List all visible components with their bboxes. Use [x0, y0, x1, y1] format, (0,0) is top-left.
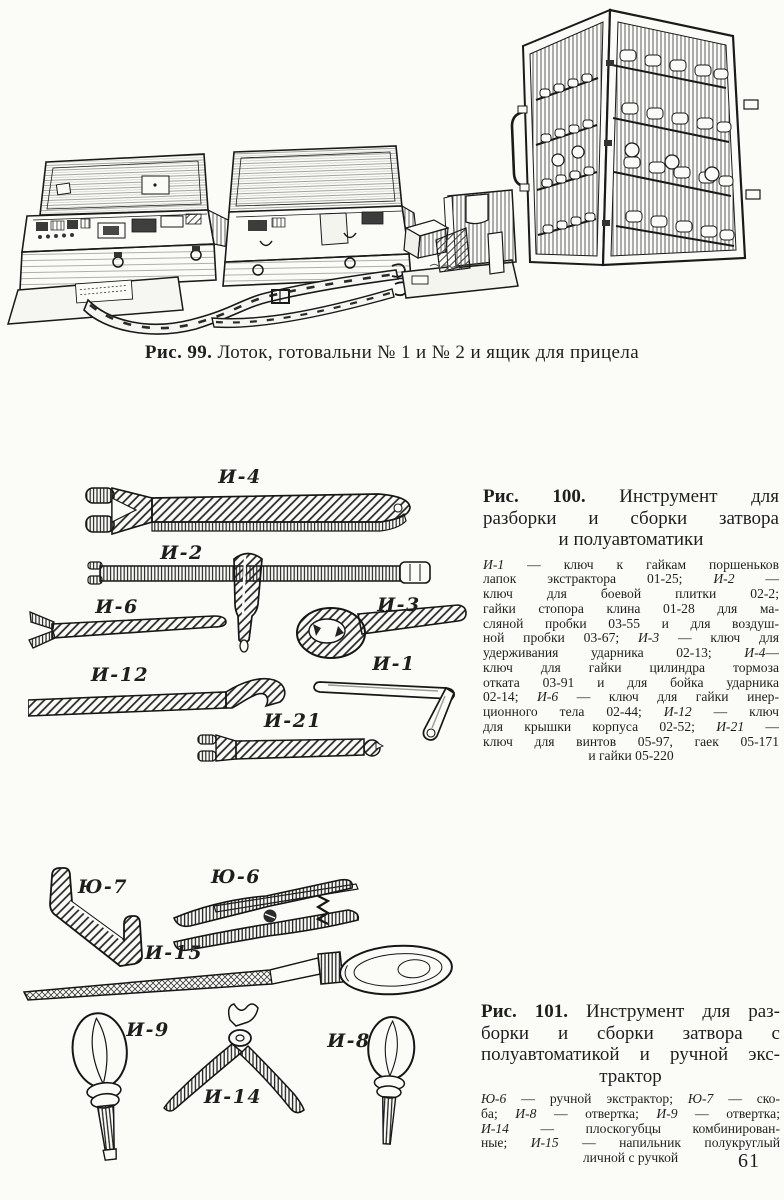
text-line: личной с ручкой: [582, 1150, 679, 1165]
label-i1: И-1: [372, 653, 416, 675]
text-line: удерживания ударника 02-13; И-4—: [483, 645, 779, 660]
label-i9: И-9: [126, 1019, 170, 1041]
figure101-illustration: [18, 842, 468, 1164]
figure100-illustration: [28, 452, 473, 774]
toolbox-case: [223, 146, 418, 286]
label-yu6: Ю-6: [210, 866, 262, 888]
text-line: и гайки 05-220: [588, 748, 674, 764]
text-line: Рис. 101. Инструмент для раз-: [481, 1001, 780, 1022]
tool-i15-drawing: [24, 942, 454, 1000]
label-i12: И-12: [90, 664, 150, 686]
figure99-caption-number: Рис. 99.: [144, 342, 213, 363]
figure101-caption: [481, 1001, 780, 1166]
figure99-engraving: [0, 0, 784, 336]
tool-i4-drawing: [86, 488, 410, 534]
tool-i21-drawing: [198, 735, 383, 761]
text-line: Рис. 100. Инструмент для: [483, 486, 779, 507]
label-i6: И-6: [95, 596, 139, 618]
figure99-caption: [0, 342, 784, 364]
text-line: 02-14; И-6 — ключ для гайки инер-: [483, 689, 780, 705]
label-i14: И-14: [203, 1086, 263, 1108]
text-line: отката 03-91 и для бойка ударника: [483, 674, 779, 690]
sight-case: [512, 10, 760, 265]
text-line: И-1 — ключ к гайкам поршеньков: [483, 556, 779, 572]
label-i15: И-15: [144, 942, 204, 964]
page-number: 61: [738, 1150, 760, 1172]
text-line: полуавтоматикой и ручной экс-: [481, 1044, 780, 1065]
text-line: и полуавтоматики: [558, 529, 704, 550]
figure99-illustration: [0, 0, 784, 336]
tool-yu6-drawing: [174, 880, 358, 951]
text-line: ключ для винтов 05-97, гаек 05-171: [483, 733, 779, 749]
figure99-caption-text: Лоток, готовальни № 1 и № 2 и ящик для прицела: [217, 342, 640, 363]
label-i21: И-21: [263, 710, 323, 732]
label-i2: И-2: [160, 542, 204, 564]
toolbox-tray: [8, 154, 233, 324]
figure100-caption: [483, 486, 779, 764]
text-line: ключ для боевой плитки 02-2;: [483, 586, 779, 601]
figure100-legend: [483, 558, 779, 765]
sight-mount: [402, 190, 518, 298]
text-line: трактор: [599, 1065, 662, 1087]
text-line: ные; И-15 — напильник полукруглый: [481, 1135, 780, 1151]
label-i3: И-3: [377, 594, 421, 616]
text-line: ба; И-8 — отвертка; И-9 — отвертка;: [481, 1105, 780, 1121]
label-i4: И-4: [218, 466, 262, 488]
text-line: ной пробки 03-67; И-3 — ключ для: [483, 630, 779, 646]
text-line: ключ для гайки цилиндра тормоза: [483, 659, 779, 675]
tool-i12-drawing: [28, 679, 285, 716]
text-line: И-14 — плоскогубцы комбинирован-: [481, 1120, 780, 1136]
text-line: борки и сборки затвора с: [481, 1022, 780, 1044]
text-line: для крышки корпуса 02-52; И-21 —: [483, 718, 779, 734]
label-yu7: Ю-7: [77, 876, 129, 898]
text-line: разборки и сборки затвора: [483, 507, 779, 529]
text-line: гайки стопора клина 01-28 для ма-: [483, 600, 779, 616]
label-i8: И-8: [327, 1030, 371, 1052]
tool-i1-drawing: [314, 682, 454, 740]
text-line: сляной пробки 03-55 и для воздуш-: [483, 615, 779, 631]
text-line: лапок экстрактора 01-25; И-2 —: [483, 571, 779, 587]
text-line: Ю-6 — ручной экстрактор; Ю-7 — ско-: [481, 1091, 780, 1106]
figure100-title: [483, 486, 779, 551]
figure101-title: [481, 1001, 780, 1087]
text-line: ционного тела 02-44; И-12 — ключ: [483, 704, 779, 719]
